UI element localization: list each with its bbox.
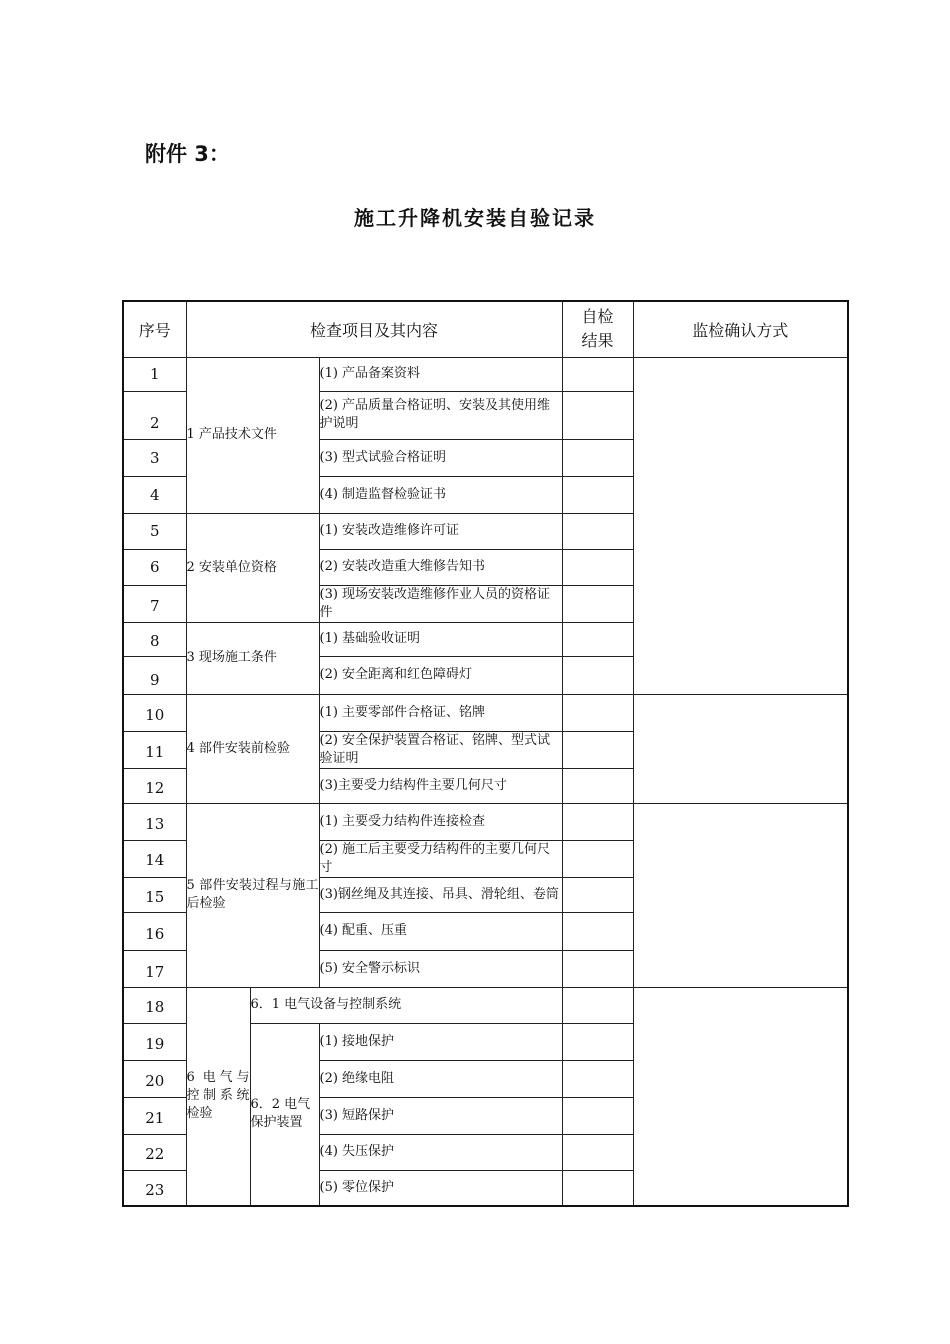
- row-number: 22: [123, 1134, 186, 1170]
- category-electrical-control: 6 电气与控制系统检验: [186, 987, 250, 1206]
- check-item: (3)钢丝绳及其连接、吊具、滑轮组、卷筒: [319, 877, 562, 912]
- self-check-cell[interactable]: [562, 803, 633, 840]
- subcategory-electrical-protection: 6．2 电气保护装置: [250, 1023, 319, 1206]
- self-check-cell[interactable]: [562, 840, 633, 877]
- category-installer-qualification: 2 安装单位资格: [186, 513, 319, 622]
- table-row: [123, 803, 848, 840]
- self-check-cell[interactable]: [562, 877, 633, 912]
- check-item: (2) 安全距离和红色障碍灯: [319, 656, 562, 694]
- self-check-cell[interactable]: [562, 1060, 633, 1097]
- self-check-cell[interactable]: [562, 694, 633, 731]
- header-self-check-line1: 自检: [581, 307, 614, 327]
- check-item: (2) 安全保护装置合格证、铭牌、型式试验证明: [319, 731, 562, 768]
- row-number: 13: [123, 803, 186, 840]
- self-check-cell[interactable]: [562, 357, 633, 391]
- confirm-cell-group-1[interactable]: [633, 357, 848, 694]
- self-check-cell[interactable]: [562, 513, 633, 549]
- check-item: (2) 绝缘电阻: [319, 1060, 562, 1097]
- check-item: (1) 安装改造维修许可证: [319, 513, 562, 549]
- check-item: (2) 施工后主要受力结构件的主要几何尺寸: [319, 840, 562, 877]
- header-seq: 序号: [123, 301, 186, 357]
- check-item: (1) 主要零部件合格证、铭牌: [319, 694, 562, 731]
- row-number: 9: [123, 656, 186, 694]
- row-number: 20: [123, 1060, 186, 1097]
- header-row: [123, 301, 848, 357]
- check-item: (4) 制造监督检验证书: [319, 476, 562, 513]
- confirm-cell-group-4[interactable]: [633, 987, 848, 1206]
- row-number: 12: [123, 768, 186, 803]
- self-check-cell[interactable]: [562, 912, 633, 950]
- row-number: 4: [123, 476, 186, 513]
- row-number: 14: [123, 840, 186, 877]
- row-number: 18: [123, 987, 186, 1023]
- self-check-cell[interactable]: [562, 656, 633, 694]
- check-item: (2) 产品质量合格证明、安装及其使用维护说明: [319, 391, 562, 439]
- check-item: (1) 接地保护: [319, 1023, 562, 1060]
- row-number: 7: [123, 585, 186, 622]
- inspection-record-table: [122, 300, 849, 1207]
- table-row: [123, 694, 848, 731]
- self-check-cell[interactable]: [562, 731, 633, 768]
- document-title: 施工升降机安装自验记录: [354, 206, 596, 230]
- check-item: (5) 安全警示标识: [319, 950, 562, 987]
- row-number: 16: [123, 912, 186, 950]
- check-item: (2) 安装改造重大维修告知书: [319, 549, 562, 585]
- self-check-cell[interactable]: [562, 1170, 633, 1206]
- row-number: 10: [123, 694, 186, 731]
- category-product-docs: 1 产品技术文件: [186, 357, 319, 513]
- self-check-cell[interactable]: [562, 1097, 633, 1134]
- row-number: 5: [123, 513, 186, 549]
- check-item: (4) 配重、压重: [319, 912, 562, 950]
- attachment-label: 附件 3：: [145, 142, 230, 166]
- header-items: 检查项目及其内容: [186, 301, 562, 357]
- confirm-cell-group-3[interactable]: [633, 803, 848, 987]
- self-check-cell[interactable]: [562, 1134, 633, 1170]
- self-check-cell[interactable]: [562, 622, 633, 656]
- row-number: 23: [123, 1170, 186, 1206]
- self-check-cell[interactable]: [562, 987, 633, 1023]
- check-item: (3) 型式试验合格证明: [319, 439, 562, 476]
- check-item: (1) 基础验收证明: [319, 622, 562, 656]
- row-number: 17: [123, 950, 186, 987]
- self-check-cell[interactable]: [562, 768, 633, 803]
- row-number: 15: [123, 877, 186, 912]
- check-item: (1) 主要受力结构件连接检查: [319, 803, 562, 840]
- self-check-cell[interactable]: [562, 439, 633, 476]
- row-number: 8: [123, 622, 186, 656]
- table-row: [123, 987, 848, 1023]
- category-install-process-inspection: 5 部件安装过程与施工后检验: [186, 803, 319, 987]
- row-number: 11: [123, 731, 186, 768]
- check-item: (3) 现场安装改造维修作业人员的资格证件: [319, 585, 562, 622]
- check-item: (1) 产品备案资料: [319, 357, 562, 391]
- header-confirm-method: 监检确认方式: [633, 301, 848, 357]
- subcategory-electrical-equipment: 6．1 电气设备与控制系统: [250, 987, 562, 1023]
- row-number: 19: [123, 1023, 186, 1060]
- row-number: 1: [123, 357, 186, 391]
- table-row: [123, 357, 848, 391]
- self-check-cell[interactable]: [562, 391, 633, 439]
- self-check-cell[interactable]: [562, 476, 633, 513]
- confirm-cell-group-2[interactable]: [633, 694, 848, 803]
- self-check-cell[interactable]: [562, 1023, 633, 1060]
- self-check-cell[interactable]: [562, 950, 633, 987]
- check-item: (3) 短路保护: [319, 1097, 562, 1134]
- self-check-cell[interactable]: [562, 549, 633, 585]
- category-pre-install-inspection: 4 部件安装前检验: [186, 694, 319, 803]
- check-item: (5) 零位保护: [319, 1170, 562, 1206]
- category-site-conditions: 3 现场施工条件: [186, 622, 319, 694]
- self-check-cell[interactable]: [562, 585, 633, 622]
- check-item: (3)主要受力结构件主要几何尺寸: [319, 768, 562, 803]
- row-number: 21: [123, 1097, 186, 1134]
- header-self-check: [562, 301, 633, 357]
- check-item: (4) 失压保护: [319, 1134, 562, 1170]
- row-number: 2: [123, 391, 186, 439]
- row-number: 3: [123, 439, 186, 476]
- row-number: 6: [123, 549, 186, 585]
- header-self-check-line2: 结果: [581, 331, 614, 351]
